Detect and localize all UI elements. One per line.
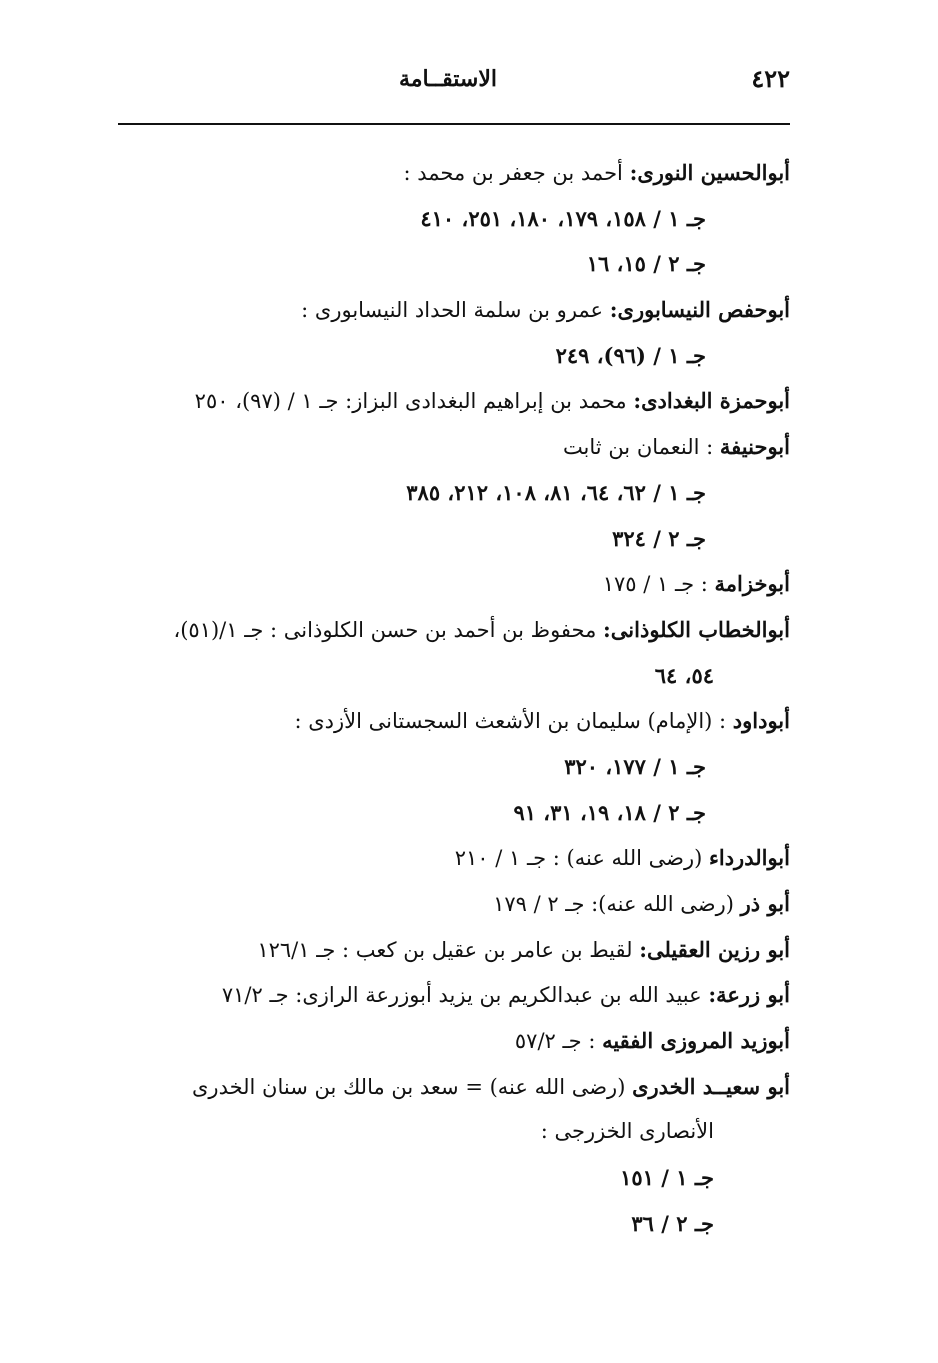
entry-name: أبوزيد المروزى الفقيه xyxy=(602,1028,790,1054)
entry-ref: جـ ١ / (٩٦)، ٢٤٩ xyxy=(555,342,706,368)
index-ref-line xyxy=(90,196,790,242)
index-entry xyxy=(90,835,790,881)
entry-text: محفوظ بن أحمد بن حسن الكلوذانى : جـ ١/(٥١)، xyxy=(173,617,604,642)
entry-name: أبوالحسين النورى: xyxy=(629,160,790,185)
index-list xyxy=(90,150,790,1247)
entry-name: أبوخزامة xyxy=(714,571,790,597)
entry-name: أبوحنيفة xyxy=(719,434,790,460)
index-entry xyxy=(90,287,790,333)
entry-text: (رضى الله عنه) = سعد بن مالك بن سنان الخدرى xyxy=(191,1074,633,1099)
index-entry xyxy=(90,972,790,1018)
index-ref-line xyxy=(90,333,790,379)
entry-text: لقيط بن عامر بن عقيل بن كعب : جـ ١٢٦/١ xyxy=(257,937,640,962)
entry-ref: جـ ١ / ١٥٨، ١٧٩، ١٨٠، ٢٥١، ٤١٠ xyxy=(420,205,706,231)
entry-text: : (الإمام) سليمان بن الأشعث السجستانى الأزدى : xyxy=(294,709,733,734)
entry-name: أبو رزين العقيلى: xyxy=(639,936,790,962)
entry-ref: ٥٤، ٦٤ xyxy=(654,662,714,688)
entry-name: أبو ذر xyxy=(740,891,790,916)
entry-text: عبيد الله بن عبدالكريم بن يزيد أبوزرعة الرازى: جـ ٧١/٢ xyxy=(221,983,709,1008)
entry-name: أبو زرعة: xyxy=(708,982,790,1008)
page-number: ٤٢٢ xyxy=(751,64,790,93)
index-entry xyxy=(90,1018,790,1064)
index-ref-line xyxy=(90,744,790,790)
entry-text: (رضى الله عنه) : جـ ١ / ٢١٠ xyxy=(454,846,709,871)
entry-text: (رضى الله عنه): جـ ٢ / ١٧٩ xyxy=(493,892,741,916)
entry-name: أبوحمزة البغدادى: xyxy=(633,388,790,414)
entry-continuation: الأنصارى الخزرجى : xyxy=(540,1119,714,1144)
index-ref-line xyxy=(90,470,790,516)
index-entry xyxy=(90,424,790,470)
entry-text: عمرو بن سلمة الحداد النيسابورى : xyxy=(301,298,610,323)
index-ref-line xyxy=(90,653,790,699)
entry-ref: جـ ١ / ١٥١ xyxy=(620,1165,714,1191)
index-ref-line xyxy=(90,1109,790,1155)
index-ref-line xyxy=(90,1201,790,1247)
entry-text: : النعمان بن ثابت xyxy=(562,435,720,460)
index-entry xyxy=(90,881,790,927)
entry-text: محمد بن إبراهيم البغدادى البزاز: جـ ١ / (٩٧)، ٢٥٠ xyxy=(194,389,634,414)
entry-name: أبوحفص النيسابورى: xyxy=(609,297,790,323)
header-rule xyxy=(118,123,790,125)
running-title: الاستقــامة xyxy=(398,66,498,92)
entry-text: : جـ ١ / ١٧٥ xyxy=(602,572,715,597)
entry-name: أبوداود xyxy=(732,708,790,734)
page-header xyxy=(118,58,790,98)
entry-ref: جـ ١ / ٦٢، ٦٤، ٨١، ١٠٨، ٢١٢، ٣٨٥ xyxy=(406,479,706,505)
entry-name: أبوالخطاب الكلوذانى: xyxy=(603,616,790,642)
entry-name: أبوالدرداء xyxy=(709,845,790,871)
index-entry xyxy=(90,150,790,196)
entry-ref: جـ ٢ / ١٨، ١٩، ٣١، ٩١ xyxy=(513,799,706,825)
entry-ref: جـ ٢ / ٣٢٤ xyxy=(612,525,706,551)
index-entry xyxy=(90,1064,790,1110)
index-ref-line xyxy=(90,1155,790,1201)
index-entry xyxy=(90,561,790,607)
entry-name: أبو سعيــد الخدرى xyxy=(632,1073,790,1099)
index-entry xyxy=(90,927,790,973)
index-ref-line xyxy=(90,516,790,562)
entry-ref: جـ ٢ / ١٥، ١٦ xyxy=(586,251,706,277)
entry-text: أحمد بن جعفر بن محمد : xyxy=(403,161,630,185)
index-entry xyxy=(90,378,790,424)
index-entry xyxy=(90,698,790,744)
entry-ref: جـ ١ / ١٧٧، ٣٢٠ xyxy=(564,753,706,779)
index-ref-line xyxy=(90,790,790,836)
index-entry xyxy=(90,607,790,653)
entry-ref: جـ ٢ / ٣٦ xyxy=(631,1210,714,1236)
index-ref-line xyxy=(90,241,790,287)
entry-text: : جـ ٥٧/٢ xyxy=(514,1029,603,1054)
